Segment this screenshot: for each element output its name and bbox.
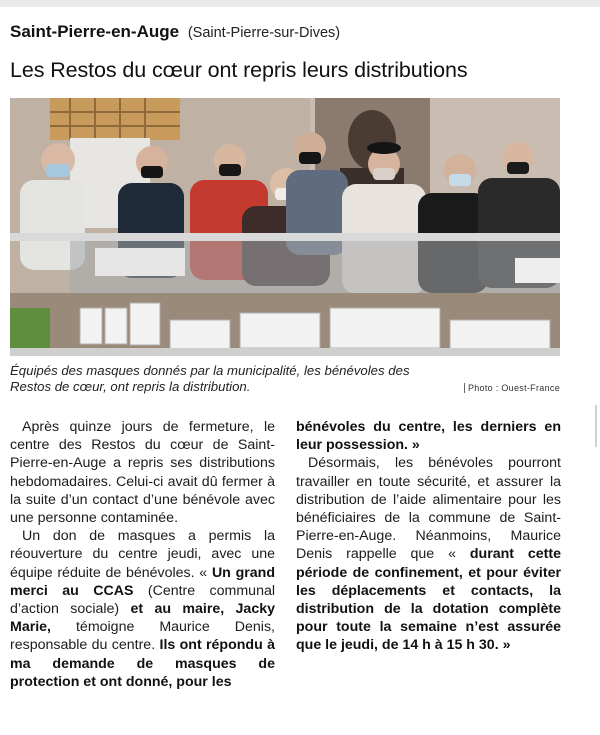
photo-credit [400, 383, 560, 393]
top-bar [0, 0, 600, 7]
article-headline: Les Restos du cœur ont repris leurs distributions [10, 58, 468, 82]
article-column-left [10, 418, 275, 691]
location-kicker [10, 22, 340, 42]
article-photo [10, 98, 560, 356]
article-paragraph-2-continued [296, 418, 561, 454]
margin-mark [595, 405, 597, 447]
photo-caption: Équipés des masques donnés par la municipalité, les bénévoles des Restos de cœur, ont repris la distribution. [10, 363, 410, 394]
location-name: Saint-Pierre-en-Auge [10, 22, 180, 41]
photo-credit-text: Photo : Ouest-France [464, 383, 560, 393]
article-paragraph-2 [10, 527, 275, 691]
p2-quote-bold-f: Ils ont répondu à ma demande de masques de protection et ont donné, pour les [10, 637, 276, 690]
article-column-right [296, 418, 561, 655]
p2-quote-bold-continued: bénévoles du centre, les derniers en leur possession. » [296, 419, 561, 454]
p2-quote-bold-a: Un grand merci au CCAS [10, 564, 275, 599]
p2-text-c: (Centre communal d’action sociale) [10, 582, 276, 618]
location-sub: (Saint-Pierre-sur-Dives) [187, 25, 341, 41]
article-paragraph-3 [296, 454, 561, 654]
p2-quote-bold-d: et au maire, Jacky Marie, [10, 601, 275, 636]
p2-text-a: Un don de masques a permis la réouverture du centre jeudi, avec une équipe réduite de bénévoles. « [10, 528, 275, 581]
article-paragraph-1: Après quinze jours de fermeture, le centre des Restos du cœur de Saint-Pierre-en-Auge a repris ses distributions hebdomadaires. Celui-ci avait dû fermer à la suite d’un contact d’une bénévole avec une personne contaminée. [10, 419, 275, 527]
p3-text-a: Désormais, les bénévoles pourront travailler en toute sécurité, et assurer la distribution de l’aide alimentaire pour les bénéficiaires de la commune de Saint-Pierre-en-Auge. Néanmoins, Maurice Denis rappelle que « [296, 455, 561, 563]
p2-text-e: témoigne Maurice Denis, responsable du centre. [10, 619, 275, 654]
p3-quote-bold: durant cette période de confinement, et pour éviter les déplacements et contacts, la distribution de la dotation complète pour toute la semaine n’est assurée que le jeudi, de 14 h à 15 h 30. » [296, 546, 561, 654]
